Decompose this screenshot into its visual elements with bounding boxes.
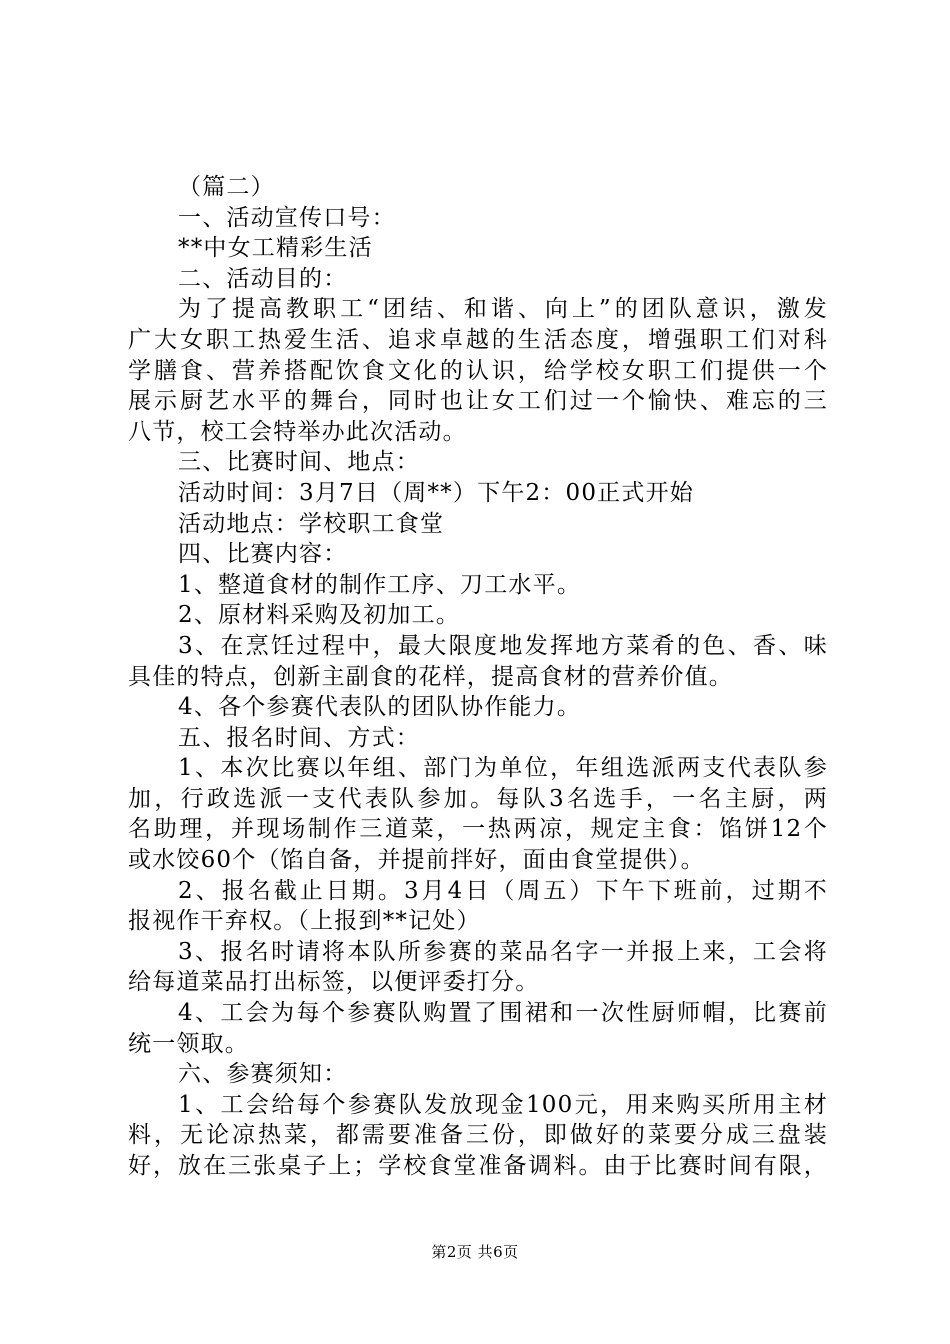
- text-line: 3、在烹饪过程中，最大限度地发挥地方菜肴的色、香、味: [178, 632, 828, 659]
- text-line: 学膳食、营养搭配饮食文化的认识，给学校女职工们提供一个: [128, 357, 828, 384]
- text-line: 广大女职工热爱生活、追求卓越的生活态度，增强职工们对科: [128, 326, 828, 353]
- text-line: 2、报名截止日期。3月4日（周五）下午下班前，过期不: [178, 877, 828, 904]
- text-line: 二、活动目的：: [178, 265, 348, 292]
- text-line: 活动地点：学校职工食堂: [178, 510, 445, 537]
- text-line: 具佳的特点，创新主副食的花样，提高食材的营养价值。: [128, 663, 733, 690]
- text-line: 1、本次比赛以年组、部门为单位，年组选派两支代表队参: [178, 755, 828, 782]
- text-line: 4、各个参赛代表队的团队协作能力。: [178, 694, 582, 721]
- text-line: 2、原材料采购及初加工。: [178, 602, 461, 629]
- text-line: 1、工会给每个参赛队发放现金100元，用来购买所用主材: [178, 1091, 828, 1118]
- text-line: 活动时间：3月7日（周**）下午2：00正式开始: [178, 479, 694, 506]
- text-line: 报视作干弃权。（上报到**记处）: [128, 908, 481, 935]
- text-line: 八节，校工会特举办此次活动。: [128, 418, 467, 445]
- text-line: 或水饺60个（馅自备，并提前拌好，面由食堂提供）。: [128, 847, 705, 874]
- text-line: 统一领取。: [128, 1030, 249, 1057]
- text-line: （篇二）: [178, 174, 275, 200]
- text-line: 好，放在三张桌子上；学校食堂准备调料。由于比赛时间有限，: [128, 1153, 828, 1179]
- text-line: 加，行政选派一支代表队参加。每队3名选手，一名主厨，两: [128, 785, 828, 812]
- text-line: 展示厨艺水平的舞台，同时也让女工们过一个愉快、难忘的三: [128, 388, 828, 415]
- text-line: 1、整道食材的制作工序、刀工水平。: [178, 571, 582, 598]
- text-line: **中女工精彩生活: [178, 235, 373, 262]
- text-line: 4、工会为每个参赛队购置了围裙和一次性厨师帽，比赛前: [178, 1000, 828, 1027]
- text-line: 四、比赛内容：: [178, 541, 348, 568]
- text-line: 六、参赛须知：: [178, 1061, 348, 1088]
- page-footer: 第2页 共6页: [431, 1243, 519, 1261]
- text-line: 为了提高教职工“团结、和谐、向上”的团队意识，激发: [178, 296, 828, 323]
- text-line: 名助理，并现场制作三道菜，一热两凉，规定主食：馅饼12个: [128, 816, 828, 843]
- text-line: 一、活动宣传口号：: [178, 204, 396, 231]
- document-body: [128, 172, 828, 1182]
- text-line: 三、比赛时间、地点：: [178, 449, 420, 476]
- text-line: 3、报名时请将本队所参赛的菜品名字一并报上来，工会将: [178, 938, 828, 965]
- text-line: 给每道菜品打出标签，以便评委打分。: [128, 969, 540, 996]
- text-line: 五、报名时间、方式：: [178, 724, 420, 751]
- text-line: 料，无论凉热菜，都需要准备三份，即做好的菜要分成三盘装: [128, 1122, 828, 1149]
